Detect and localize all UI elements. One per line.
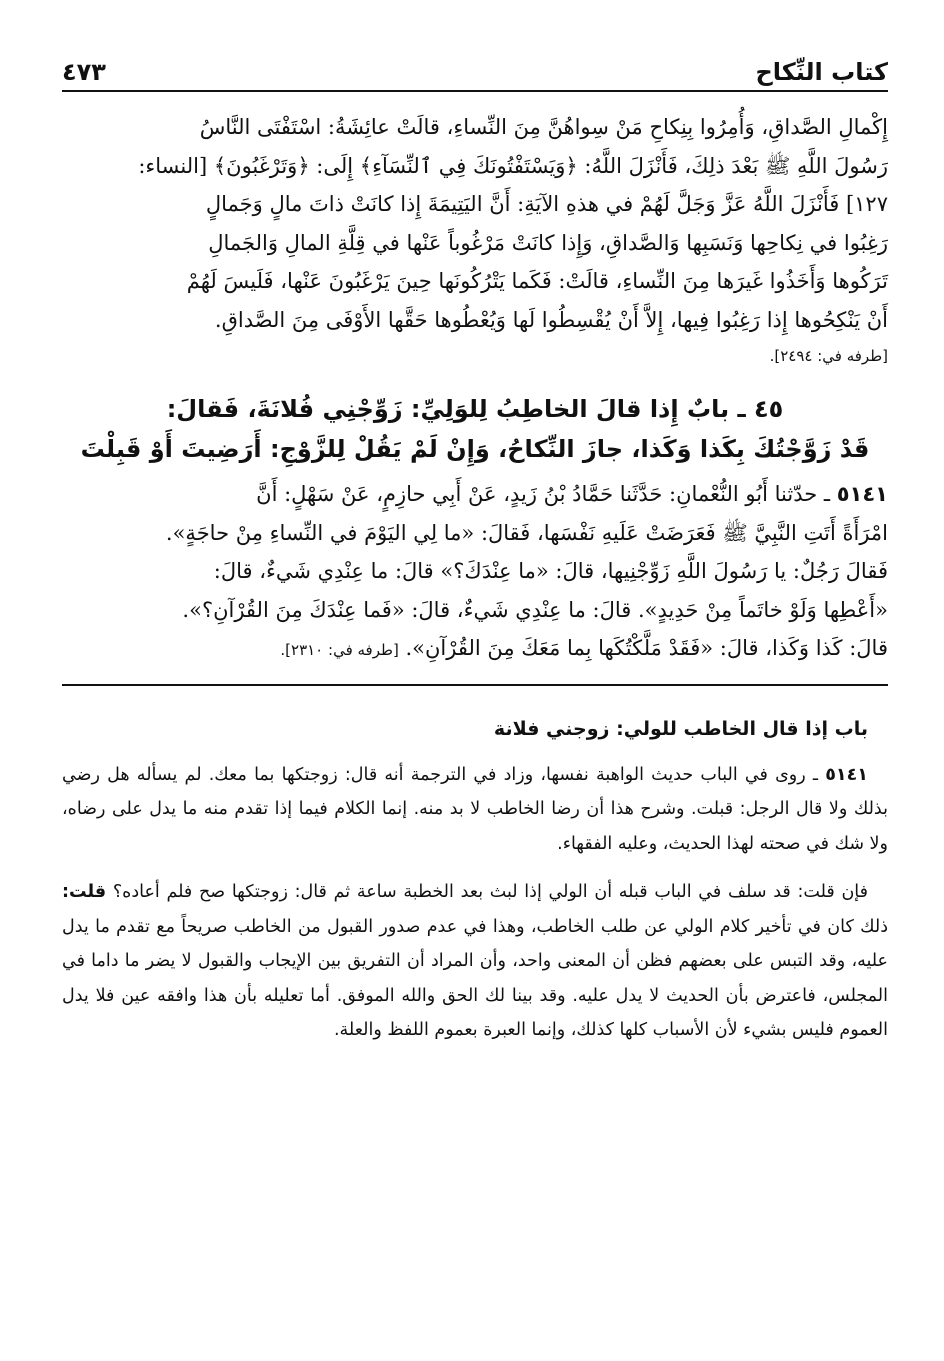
hadith-reference: [طرفه في: ٢٣١٠]. (280, 641, 399, 659)
commentary-title: باب إذا قال الخاطب للولي: زوجني فلانة (493, 717, 868, 740)
book-page (62, 52, 888, 1342)
chapter-heading-line: ٤٥ ـ بابٌ إِذا قالَ الخاطِبُ لِلوَلِيِّ: زَوِّجْنِي فُلانَةَ، فَقالَ: (166, 395, 784, 423)
book-title: كتاب النِّكاح (755, 58, 888, 86)
hadith-5141 (62, 475, 888, 670)
text-line (62, 475, 888, 514)
text-line: رَسُولَ اللَّهِ ﷺ بَعْدَ ذلِكَ، فَأَنْزَلَ اللَّهُ: ﴿وَيَسْتَفْتُونَكَ فِي ٱلنِّسَآءِ﴾ إِلَى: ﴿وَتَرْغَبُونَ﴾ [النساء: (138, 153, 888, 178)
hadith-5140-continuation (62, 108, 888, 339)
hadith-number: ٥١٤١ (825, 764, 868, 785)
commentary-paragraph (62, 758, 888, 862)
text-line: امْرَأَةً أَتَتِ النَّبِيَّ ﷺ فَعَرَضَتْ عَلَيهِ نَفْسَها، فَقالَ: «ما لِي اليَوْمَ في النِّساءِ مِنْ حاجَةٍ». (165, 520, 888, 545)
chapter-heading-line: قَدْ زَوَّجْتُكَ بِكَذا وَكَذا، جازَ النِّكاحُ، وَإِنْ لَمْ يَقُلْ لِلزَّوْجِ: أَرَضِيتَ أَوْ قَبِلْتَ (80, 435, 870, 463)
text-line: تَرَكُوها وَأَخَذُوا غَيرَها مِنَ النِّساءِ، قالَتْ: فَكَما يَتْرُكُونَها حِينَ يَرْغَبُونَ عَنْها، فَلَيسَ لَهُمْ (186, 269, 888, 293)
text-line: «أَعْطِها وَلَوْ خاتَماً مِنْ حَدِيدٍ». قالَ: ما عِنْدِي شَيءٌ، قالَ: «فَما عِنْدَكَ مِنَ القُرْآنِ؟». (182, 597, 888, 622)
text-line (62, 629, 888, 670)
text-line: إِكْمالِ الصَّداقِ، وَأُمِرُوا بِنِكاحِ مَنْ سِواهُنَّ مِنَ النِّساءِ، قالَتْ عائِشَةُ: اسْتَفْتَى النَّاسُ (199, 115, 888, 139)
section-divider (62, 684, 888, 686)
text-segment: قالَ: كَذا وَكَذا، قالَ: «فَقَدْ مَلَّكْتُكَها بِما مَعَكَ مِنَ القُرْآنِ». (405, 636, 888, 660)
text-segment: ـ حدّثنا أَبُو النُّعْمانِ: حَدَّثَنا حَمَّادُ بْنُ زَيدٍ، عَنْ أَبِي حازِمٍ، عَنْ سَهْلٍ: أَنَّ (256, 482, 831, 506)
page-header (62, 52, 888, 92)
hadith-reference: [طرفه في: ٢٤٩٤]. (769, 347, 888, 365)
text-line: أَنْ يَنْكِحُوها إِذا رَغِبُوا فِيها، إِلاَّ أَنْ يُقْسِطُوا لَها وَيُعْطُوها حَقَّها الأَوْفَى مِنَ الصَّداقِ. (214, 307, 888, 332)
page-number: ٤٧٣ (62, 58, 106, 86)
text-line: فَقالَ رَجُلٌ: يا رَسُولَ اللَّهِ زَوِّجْنِيها، قالَ: «ما عِنْدَكَ؟» قالَ: ما عِنْدِي شَيءٌ، قالَ: (213, 559, 888, 583)
text-line: ١٢٧] فَأَنْزَلَ اللَّهُ عَزَّ وَجَلَّ لَهُمْ في هذهِ الآيَةِ: أَنَّ اليَتِيمَةَ إِذا كانَتْ ذاتَ مالٍ وَجَمالٍ (205, 192, 888, 216)
commentary-body (62, 758, 888, 1048)
hadith-number: ٥١٤١ (836, 482, 888, 506)
text-segment: فإن قلت: قد سلف في الباب قبله أن الولي إذا لبث بعد الخطبة ساعة ثم قال: زوجتكها صح فلم أعاده؟ (112, 882, 868, 902)
text-segment: ـ روى في الباب حديث الواهبة نفسها، وزاد في الترجمة أنه قال: زوجتكها بما معك. لم يسأله هل رضي بذلك ولا قال الرجل: قبلت. وشرح هذا أن رضا الخاطب لا بد منه. إنما الكلام فيما إذا تقدم منه ما يدل على رضاه، ولا شك في صحته لهذا الحديث، وعليه الفقهاء. (62, 764, 888, 854)
qult-marker: قلت: (62, 882, 107, 902)
text-line: رَغِبُوا في نِكاحِها وَنَسَبِها وَالصَّداقِ، وَإِذا كانَتْ مَرْغُوباً عَنْها في قِلَّةِ المالِ وَالجَمالِ (208, 230, 888, 255)
chapter-heading (62, 389, 888, 469)
commentary-paragraph (62, 875, 888, 1048)
text-segment: ذلك كان في تأخير كلام الولي عن طلب الخاطب، وهذا في عدم صدور القبول من الخاطب صريحاً مع تقدم ما يدل عليه، وقد التبس على بعضهم فظن أن المعنى واحد، وأن المراد أن التفريق بين الإيجاب والقبول لا يضر ما داما في المجلس، فاعترض بأن الحديث لا يدل عليه. وقد بينا لك الحق والله الموفق. أما تعليله بأن هذا وافقه عين فلا يدل العموم فليس بشيء لأن الأسباب كلها كذلك، وإنما العبرة بعموم اللفظ والعلة. (62, 916, 888, 1040)
